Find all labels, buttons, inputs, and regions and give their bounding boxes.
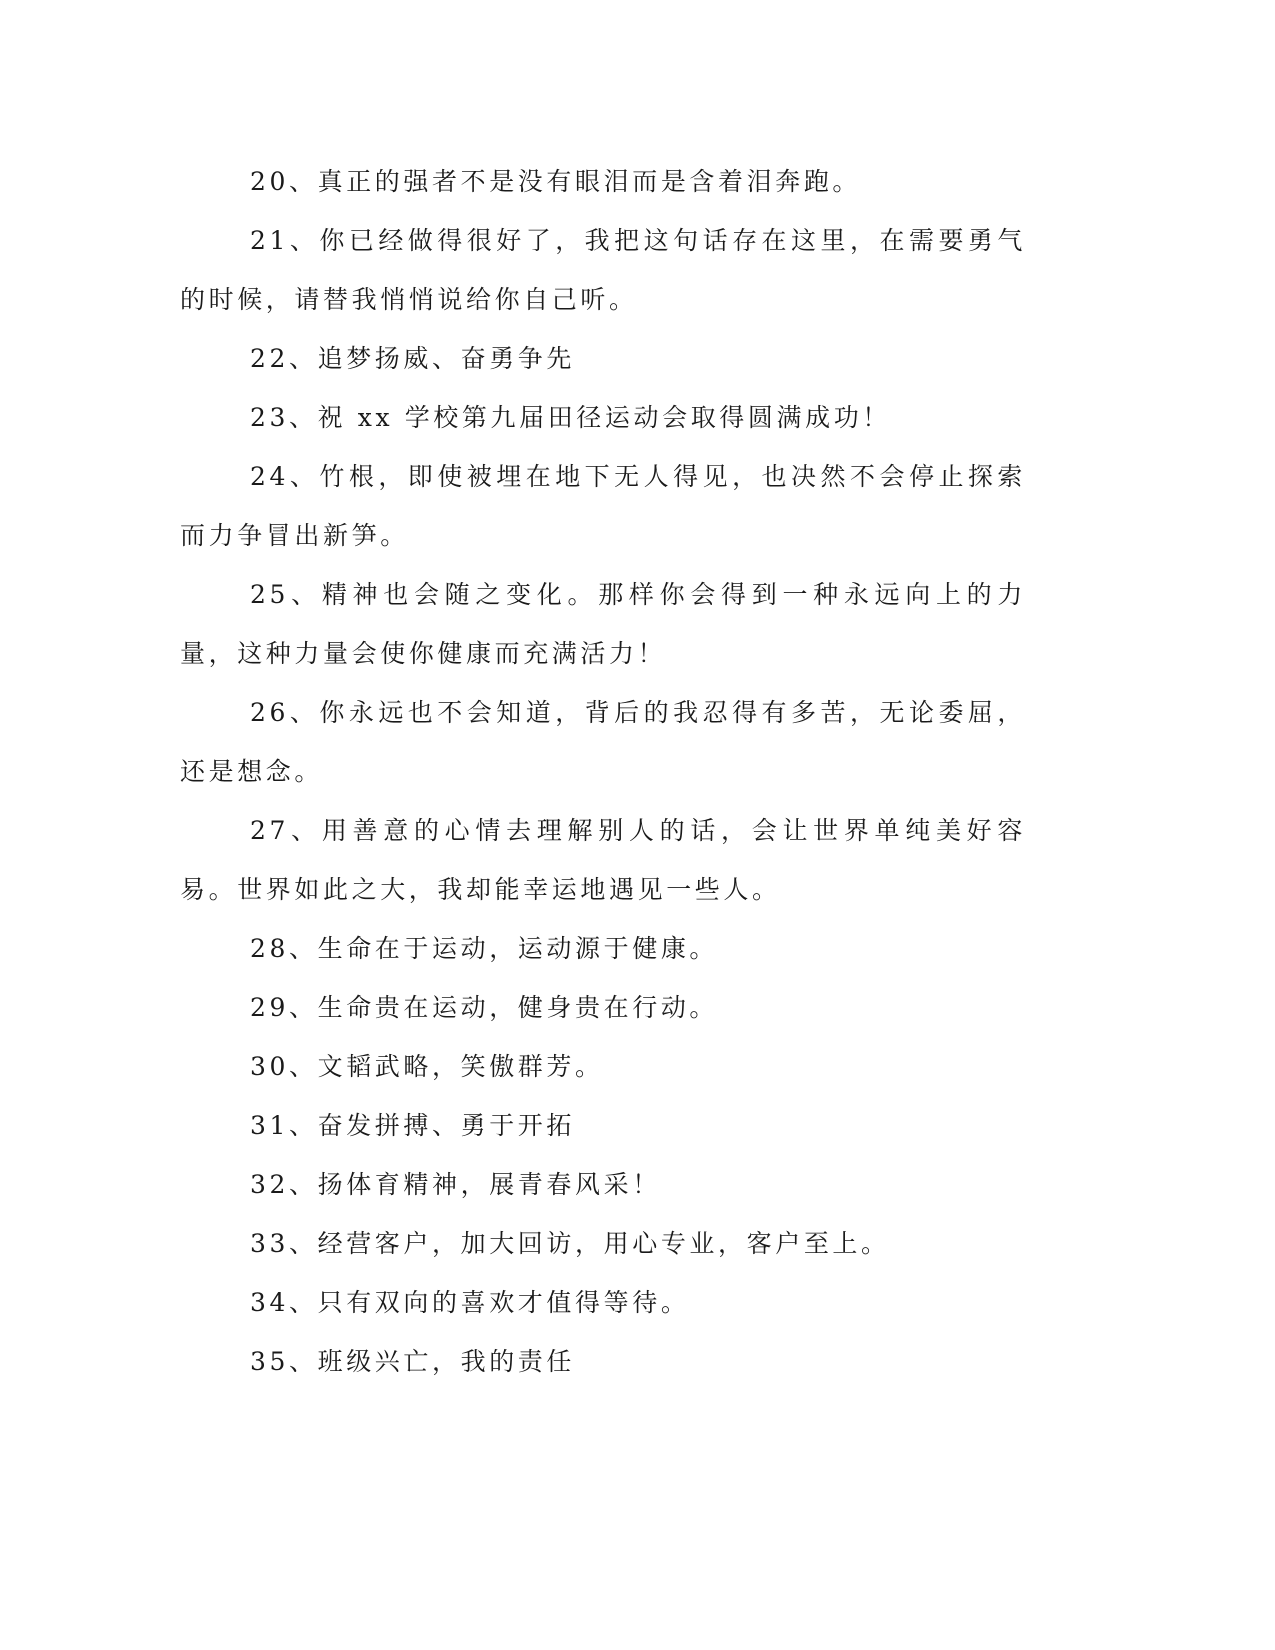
list-item: 27、用善意的心情去理解别人的话，会让世界单纯美好容易。世界如此之大，我却能幸运地遇见一些人。 — [180, 816, 1026, 904]
list-item: 26、你永远也不会知道，背后的我忍得有多苦，无论委屈，还是想念。 — [180, 698, 1026, 786]
list-item: 28、生命在于运动，运动源于健康。 — [250, 934, 719, 963]
list-item: 29、生命贵在运动，健身贵在行动。 — [250, 993, 719, 1022]
list-item: 22、追梦扬威、奋勇争先 — [250, 344, 576, 373]
list-item: 21、你已经做得很好了，我把这句话存在这里，在需要勇气的时候，请替我悄悄说给你自己听。 — [180, 226, 1026, 314]
list-item: 20、真正的强者不是没有眼泪而是含着泪奔跑。 — [250, 167, 862, 196]
list-item: 35、班级兴亡，我的责任 — [250, 1347, 576, 1376]
list-item: 31、奋发拼搏、勇于开拓 — [250, 1111, 576, 1140]
list-item: 23、祝 xx 学校第九届田径运动会取得圆满成功！ — [250, 403, 891, 432]
list-item: 30、文韬武略，笑傲群芳。 — [250, 1052, 604, 1081]
list-item: 24、竹根，即使被埋在地下无人得见，也决然不会停止探索而力争冒出新笋。 — [180, 462, 1026, 550]
list-item: 25、精神也会随之变化。那样你会得到一种永远向上的力量，这种力量会使你健康而充满活力！ — [180, 580, 1026, 668]
document-page — [180, 152, 1026, 1391]
list-item: 32、扬体育精神，展青春风采！ — [250, 1170, 661, 1199]
list-item: 33、经营客户，加大回访，用心专业，客户至上。 — [250, 1229, 890, 1258]
list-item: 34、只有双向的喜欢才值得等待。 — [250, 1288, 690, 1317]
